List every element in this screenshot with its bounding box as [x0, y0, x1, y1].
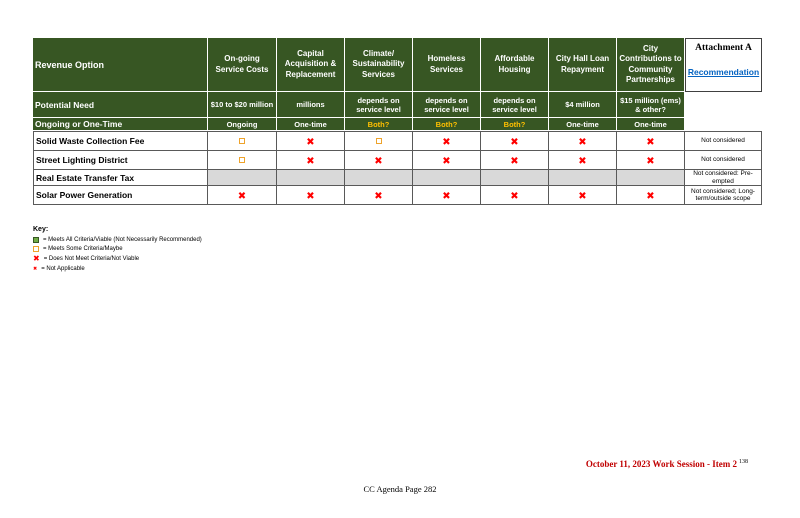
does-not-meet-icon: ✖: [306, 191, 315, 202]
timing-value-2: Both?: [345, 118, 413, 131]
revenue-option-name: Solid Waste Collection Fee: [33, 131, 208, 151]
key-item: [33, 237, 202, 243]
potential-need-value-6: $15 million (ems) & other?: [617, 92, 685, 118]
revenue-option-row: [33, 186, 762, 205]
table-header-row: [33, 38, 762, 92]
criteria-cell: [345, 151, 413, 170]
attachment-header-cell: [685, 38, 762, 92]
does-not-meet-icon: ✖: [374, 156, 383, 167]
criteria-cell: [549, 170, 617, 186]
does-not-meet-icon: ✖: [442, 137, 451, 148]
timing-value-0: Ongoing: [208, 118, 277, 131]
column-header-3: Homeless Services: [413, 38, 481, 92]
column-header-4: Affordable Housing: [481, 38, 549, 92]
criteria-cell: [208, 151, 277, 170]
potential-need-value-4: depends on service level: [481, 92, 549, 118]
column-header-1: Capital Acquisition & Replacement: [277, 38, 345, 92]
criteria-cell: [345, 170, 413, 186]
does-not-meet-icon: ✖: [646, 156, 655, 167]
criteria-cell: [617, 170, 685, 186]
potential-need-value-1: millions: [277, 92, 345, 118]
column-header-2: Climate/ Sustainability Services: [345, 38, 413, 92]
timing-value-5: One-time: [549, 118, 617, 131]
timing-row: [33, 118, 762, 131]
timing-value-3: Both?: [413, 118, 481, 131]
attachment-empty-cell: [685, 92, 762, 118]
potential-need-value-3: depends on service level: [413, 92, 481, 118]
not-applicable-icon: ✖: [33, 265, 38, 272]
criteria-cell: [481, 131, 549, 151]
key-item-label: = Does Not Meet Criteria/Not Viable: [43, 256, 140, 262]
timing-value-1: One-time: [277, 118, 345, 131]
does-not-meet-icon: ✖: [578, 191, 587, 202]
key-items: [33, 237, 202, 272]
key-item: [33, 255, 202, 263]
timing-value-4: Both?: [481, 118, 549, 131]
revenue-option-row: [33, 131, 762, 151]
does-not-meet-icon: ✖: [442, 156, 451, 167]
does-not-meet-icon: ✖: [510, 191, 519, 202]
timing-label: Ongoing or One-Time: [33, 118, 208, 131]
criteria-cell: [277, 170, 345, 186]
criteria-cell: [277, 131, 345, 151]
key-section: [33, 226, 202, 275]
key-item-label: = Meets All Criteria/Viable (Not Necessarily Recommended): [43, 237, 202, 243]
does-not-meet-icon: ✖: [646, 191, 655, 202]
attachment-header-inner: [688, 39, 759, 91]
criteria-cell: [277, 186, 345, 205]
does-not-meet-icon: ✖: [578, 137, 587, 148]
revenue-option-name: Solar Power Generation: [33, 186, 208, 205]
criteria-cell: [208, 186, 277, 205]
potential-need-value-5: $4 million: [549, 92, 617, 118]
does-not-meet-icon: ✖: [374, 191, 383, 202]
column-header-0: On-going Service Costs: [208, 38, 277, 92]
does-not-meet-icon: ✖: [306, 156, 315, 167]
key-item: [33, 266, 202, 272]
criteria-cell: [413, 131, 481, 151]
key-item-label: = Not Applicable: [41, 266, 85, 272]
does-not-meet-icon: ✖: [510, 156, 519, 167]
meets-some-criteria-icon: [33, 246, 39, 252]
does-not-meet-icon: ✖: [237, 191, 247, 202]
note-cell: Not considered; Long-term/outside scope: [685, 186, 762, 205]
attachment-a-label: Attachment A: [695, 43, 752, 53]
footnote-number: 138: [739, 459, 748, 465]
revenue-option-name: Real Estate Transfer Tax: [33, 170, 208, 186]
does-not-meet-icon: ✖: [442, 191, 451, 202]
criteria-cell: [549, 186, 617, 205]
revenue-options-table: [33, 38, 762, 205]
criteria-cell: [481, 170, 549, 186]
criteria-cell: [277, 151, 345, 170]
note-cell: Not considered: Pre-empted: [685, 170, 762, 186]
note-cell: Not considered: [685, 151, 762, 170]
criteria-cell: [617, 186, 685, 205]
attachment-empty-cell: [685, 118, 762, 131]
potential-need-row: [33, 92, 762, 118]
criteria-cell: [345, 186, 413, 205]
key-item: [33, 246, 202, 252]
key-title: Key:: [33, 226, 49, 233]
criteria-cell: [481, 186, 549, 205]
criteria-cell: [549, 131, 617, 151]
revenue-option-row: [33, 151, 762, 170]
does-not-meet-icon: ✖: [33, 254, 40, 263]
meets-some-criteria-icon: [239, 138, 245, 144]
key-item-label: = Meets Some Criteria/Maybe: [43, 246, 123, 252]
does-not-meet-icon: ✖: [646, 137, 655, 148]
meets-some-criteria-icon: [239, 157, 245, 163]
criteria-cell: [413, 151, 481, 170]
work-session-footer: [586, 459, 748, 469]
criteria-cell: [481, 151, 549, 170]
agenda-page-footer: CC Agenda Page 282: [363, 484, 437, 494]
criteria-cell: [413, 186, 481, 205]
does-not-meet-icon: ✖: [510, 137, 519, 148]
potential-need-value-0: $10 to $20 million: [208, 92, 277, 118]
criteria-cell: [208, 170, 277, 186]
work-session-text: October 11, 2023 Work Session - Item 2: [585, 459, 737, 469]
criteria-cell: [549, 151, 617, 170]
revenue-option-name: Street Lighting District: [33, 151, 208, 170]
column-header-6: City Contributions to Community Partnerships: [617, 38, 685, 92]
criteria-cell: [345, 131, 413, 151]
column-header-5: City Hall Loan Repayment: [549, 38, 617, 92]
criteria-cell: [208, 131, 277, 151]
revenue-option-row: [33, 170, 762, 186]
potential-need-label: Potential Need: [33, 92, 208, 118]
does-not-meet-icon: ✖: [578, 156, 587, 167]
recommendation-link[interactable]: Recommendation: [687, 67, 760, 77]
meets-some-criteria-icon: [376, 138, 382, 144]
meets-all-criteria-icon: [33, 237, 39, 243]
note-cell: Not considered: [685, 131, 762, 151]
does-not-meet-icon: ✖: [306, 137, 315, 148]
criteria-cell: [617, 131, 685, 151]
revenue-option-header: Revenue Option: [33, 38, 208, 92]
timing-value-6: One-time: [617, 118, 685, 131]
criteria-cell: [617, 151, 685, 170]
potential-need-value-2: depends on service level: [345, 92, 413, 118]
criteria-cell: [413, 170, 481, 186]
